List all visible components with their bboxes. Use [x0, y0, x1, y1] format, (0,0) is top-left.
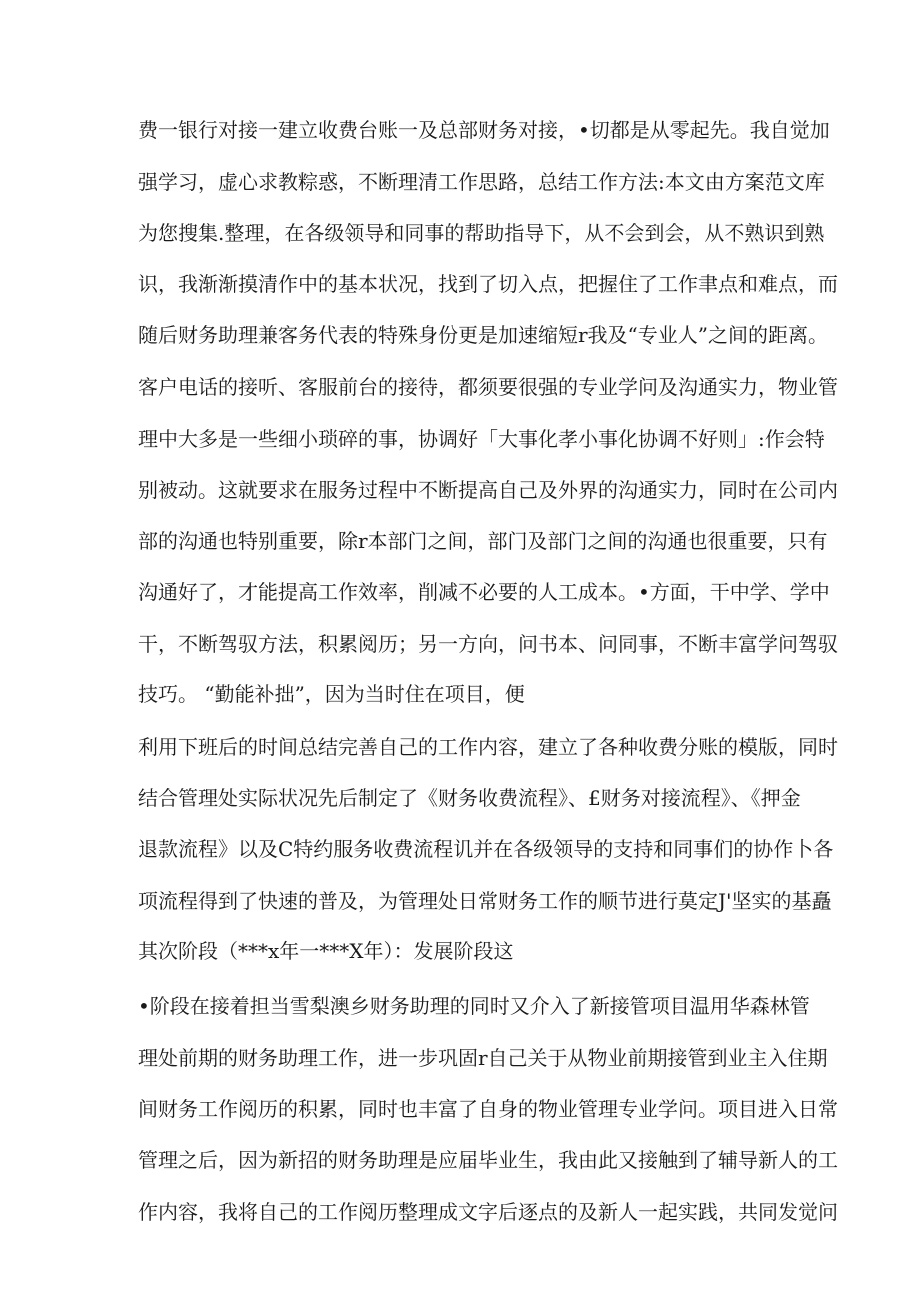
text-line: 作内容，我将自己的工作阅历整理成文字后逐点的及新人一起实践，共同发觉问 — [138, 1200, 838, 1224]
text-line: 为您搜集.整理，在各级领导和同事的帮助指导下，从不会到会，从不熟识到熟 — [138, 221, 825, 245]
text-line: 管理之后，因为新招的财务助理是应届毕业生，我由此又接触到了辅导新人的工 — [138, 1148, 838, 1172]
text-line: 理中大多是一些细小琐碎的事，协调好「大事化孝小事化协调不好则」:作会特 — [138, 427, 825, 451]
text-line: 结合管理处实际状况先后制定了《财务收费流程》、£财务对接流程》、《押金 — [138, 786, 801, 810]
text-line: 间财务工作阅历的积累，同时也丰富了自身的物业管理专业学问。项目进入日常 — [138, 1097, 838, 1121]
text-line: 理处前期的财务助理工作，进一步巩固r自己关于从物业前期接管到业主入住期 — [138, 1046, 828, 1070]
text-line: 技巧。 “勤能补拙”，因为当时住在项目，便 — [138, 682, 525, 706]
text-line: 强学习，虚心求教粽惑，不断理清工作思路，总结工作方法:本文由方案范文库 — [138, 170, 825, 194]
text-line: 退款流程》以及C特约服务收费流程讥并在各级领导的支持和同事们的协作卜各 — [138, 837, 834, 861]
text-line: 费一银行对接一建立收费台账一及总部财务对接，•切都是从零起先。我自觉加 — [138, 118, 830, 142]
text-line: 客户电话的接听、客服前台的接待，都须要很强的专业学问及沟通实力，物业管 — [138, 375, 838, 399]
text-line: 识，我渐渐摸清作中的基本状况，找到了切入点，把握住了工作聿点和难点，而 — [138, 272, 838, 296]
text-line: 随后财务助理兼客务代表的特殊身份更是加速缩短r我及“专业人”之间的距离。 — [138, 323, 829, 347]
text-line: 项流程得到了快速的普及，为管理处日常财务工作的顺节进行莫定J'坚实的基矗 — [138, 889, 832, 913]
text-line: 部的沟通也特别重要，除r本部门之间，部门及部门之间的沟通也很重要，只有 — [138, 529, 828, 553]
text-line: 沟通好了，才能提高工作效率，削减不必要的人工成本。•方面，干中学、学中 — [138, 580, 830, 604]
text-line: 别被动。这就要求在服务过程中不断提高自己及外界的沟通实力，同时在公司内 — [138, 478, 838, 502]
text-line: •阶段在接着担当雪梨澳乡财务助理的同时又介入了新接管项目温用华森林管 — [138, 994, 810, 1018]
text-line: 其次阶段（***x年一***X年）：发展阶段这 — [138, 939, 514, 963]
text-line: 干，不断驾驭方法，积累阅历；另一方向，问书本、问同事，不断丰富学问驾驭 — [138, 632, 838, 656]
text-line: 利用下班后的时间总结完善自己的工作内容，建立了各种收费分账的模版，同时 — [138, 735, 838, 759]
